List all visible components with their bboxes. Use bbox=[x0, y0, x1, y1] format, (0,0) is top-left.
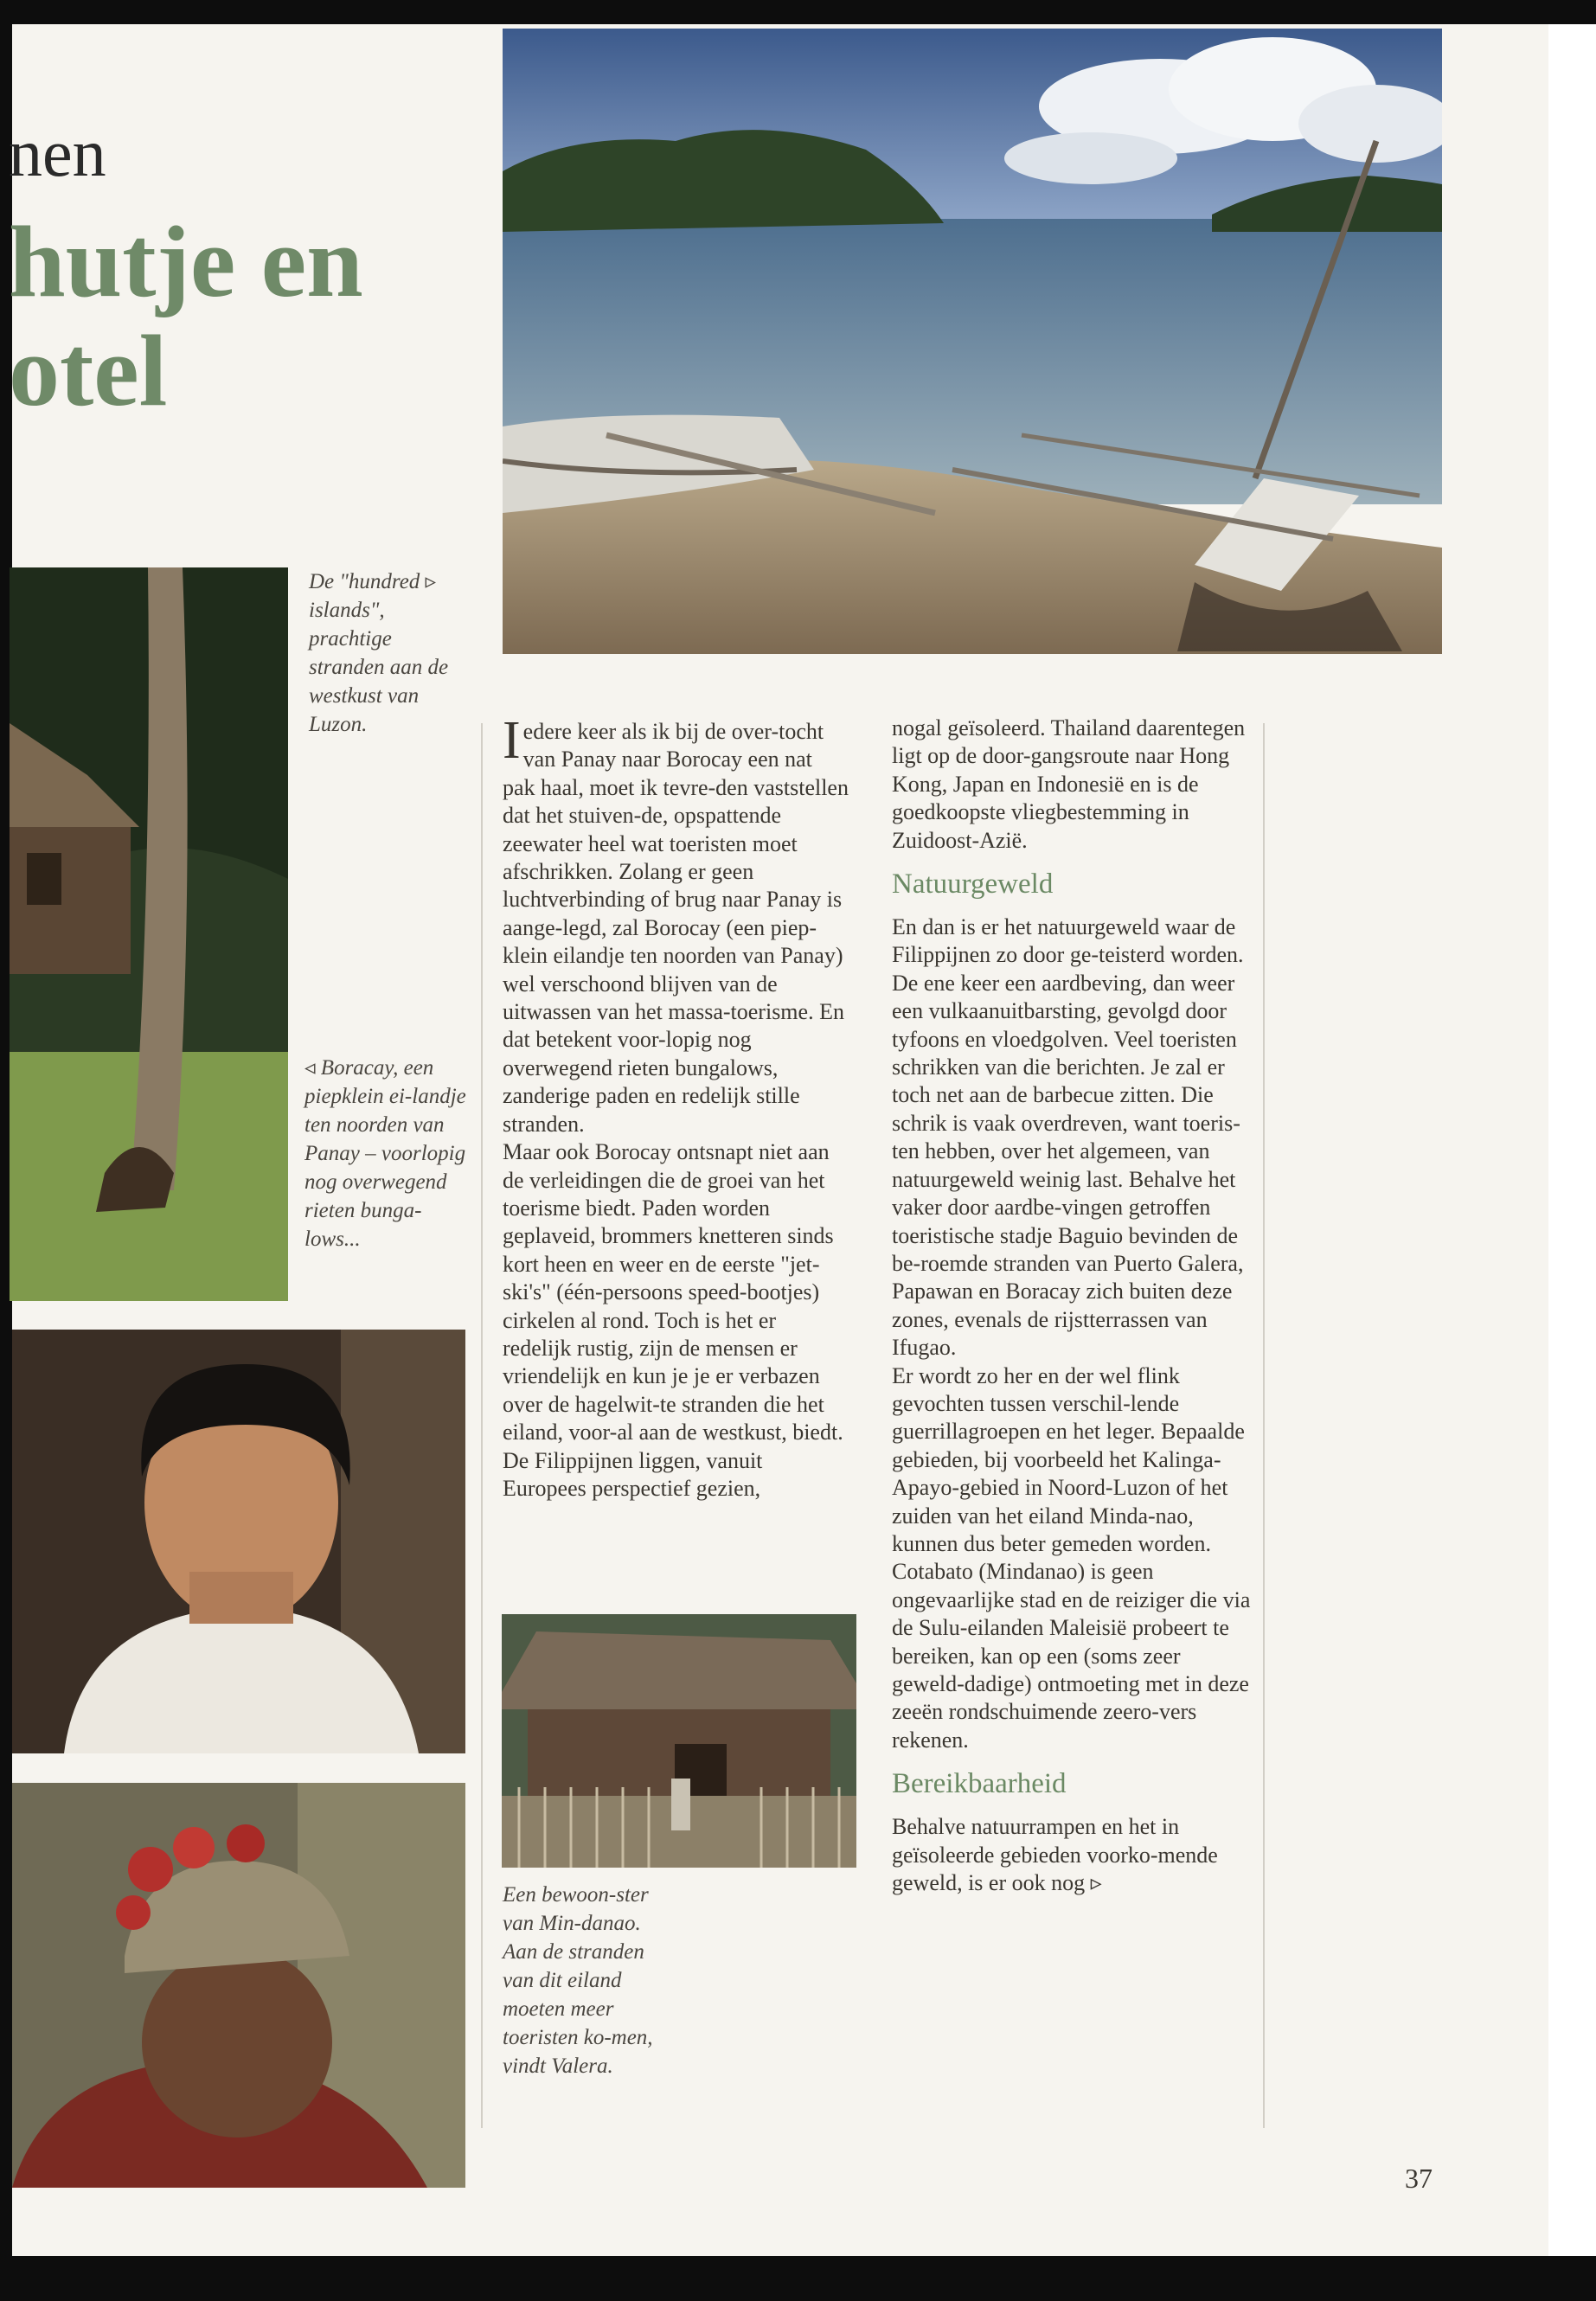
title-line-2: hutje en bbox=[9, 205, 363, 318]
ifugao-elder-photo bbox=[12, 1783, 465, 2188]
article-paragraph: En dan is er het natuurgeweld waar de Filippijnen zo door ge-teisterd worden. De ene keer een aardbeving, dan weer een vulkaanuitbarsting, gevolgd door tyfoons en vloedgolven. Veel toeristen schrikken van die berichten. Je zal er toch net aan de barbecue zitten. Die schrik is vaak overdreven, want toeris-ten hebben, over het algemeen, van natuurgeweld weinig last. Behalve het vaker door aardbe-vingen getroffen toeristische stadje Baguio bevinden de be-roemde stranden van Puerto Galera, Papawan en Boracay zich buiten deze zones, evenals de rijstterrassen van Ifugao. bbox=[892, 914, 1244, 1361]
mindanao-house-photo bbox=[502, 1614, 856, 1868]
article-paragraph: Behalve natuurrampen en het in geïsoleerde gebieden voorko-mende geweld, is er ook nog ▹ bbox=[892, 1814, 1218, 1896]
column-rule-left bbox=[481, 723, 483, 2128]
section-heading-bereikbaarheid: Bereikbaarheid bbox=[892, 1768, 1067, 1800]
boracay-palm-bungalow-photo bbox=[10, 567, 288, 1301]
page-number: 37 bbox=[1405, 2163, 1433, 2194]
title-line-1: nen bbox=[9, 115, 106, 190]
article-column-2 bbox=[892, 715, 1252, 1897]
beach-outrigger-photo bbox=[503, 29, 1442, 654]
article-paragraph: De Filippijnen liggen, vanuit Europees perspectief gezien, bbox=[503, 1447, 763, 1501]
article-column-1 bbox=[503, 711, 849, 1503]
caption-hundred-islands: De "hundred ▹ islands", prachtige stranden aan de westkust van Luzon. bbox=[309, 570, 449, 736]
article-paragraph: Er wordt zo her en der wel flink gevochten tussen verschil-lende guerrillagroepen en het leger. Bepaalde gebieden, bij voorbeeld het Kalinga-Apayo-gebied in Noord-Luzon of het zuiden van het eiland Minda-nao, kunnen dus beter gemeden worden. Cotabato (Mindanao) is geen ongevaarlijke stad en de reiziger die via de Sulu-eilanden Maleisië probeert te bereiken, kan op een (soms zeer geweld-dadige) ontmoeting met in deze zeeën rondschuimende zeero-vers rekenen. bbox=[892, 1362, 1251, 1753]
man-portrait-photo bbox=[12, 1330, 465, 1753]
article-paragraph: Maar ook Borocay ontsnapt niet aan de verleidingen die de groei van het toerisme biedt. Paden worden geplaveid, brommers knetteren sinds kort heen en weer en de eerste "jet-ski's" (één-persoons speed-bootjes) cirkelen al rond. Toch is het er redelijk rustig, zijn de mensen er vriendelijk en kun je je er verbazen over de hagelwit-te stranden die het eiland, voor-al aan de westkust, biedt. bbox=[503, 1139, 843, 1445]
title-line-3: otel bbox=[9, 314, 168, 427]
page-margin-right bbox=[1548, 24, 1596, 2256]
section-heading-natuurgeweld: Natuurgeweld bbox=[892, 868, 1054, 901]
article-paragraph: nogal geïsoleerd. Thailand daarentegen ligt op de door-gangsroute naar Hong Kong, Japan en Indonesië en is de goedkoopste vliegbestemming in Zuidoost-Azië. bbox=[892, 715, 1246, 853]
column-rule-right bbox=[1263, 723, 1265, 2128]
page-frame-top bbox=[0, 0, 1596, 24]
drop-cap: I bbox=[503, 711, 521, 770]
caption-mindanao: Een bewoon-ster van Min-danao. Aan de stranden van dit eiland moeten meer toeristen ko-men, vindt Valera. bbox=[503, 1883, 653, 2078]
paragraph-text: edere keer als ik bij de over-tocht van Panay naar Borocay een nat pak haal, moet ik tevre-den vaststellen dat het stuiven-de, opspattende zeewater heel wat toeristen moet afschrikken. Zolang er geen luchtverbinding of brug naar Panay is aange-legd, zal Borocay (een piep-klein eilandje ten noorden van Panay) wel verschoond blijven van de uitwassen van het massa-toerisme. En dat betekent voor-lopig nog overwegend rieten bungalows, zanderige paden en redelijk stille stranden. bbox=[503, 719, 849, 1137]
article-paragraph bbox=[503, 711, 849, 1138]
page-frame-bottom bbox=[0, 2256, 1596, 2301]
caption-boracay: ◃ Boracay, een piepklein ei-landje ten noorden van Panay – voorlopig nog overwegend rieten bunga-lows... bbox=[304, 1056, 466, 1251]
